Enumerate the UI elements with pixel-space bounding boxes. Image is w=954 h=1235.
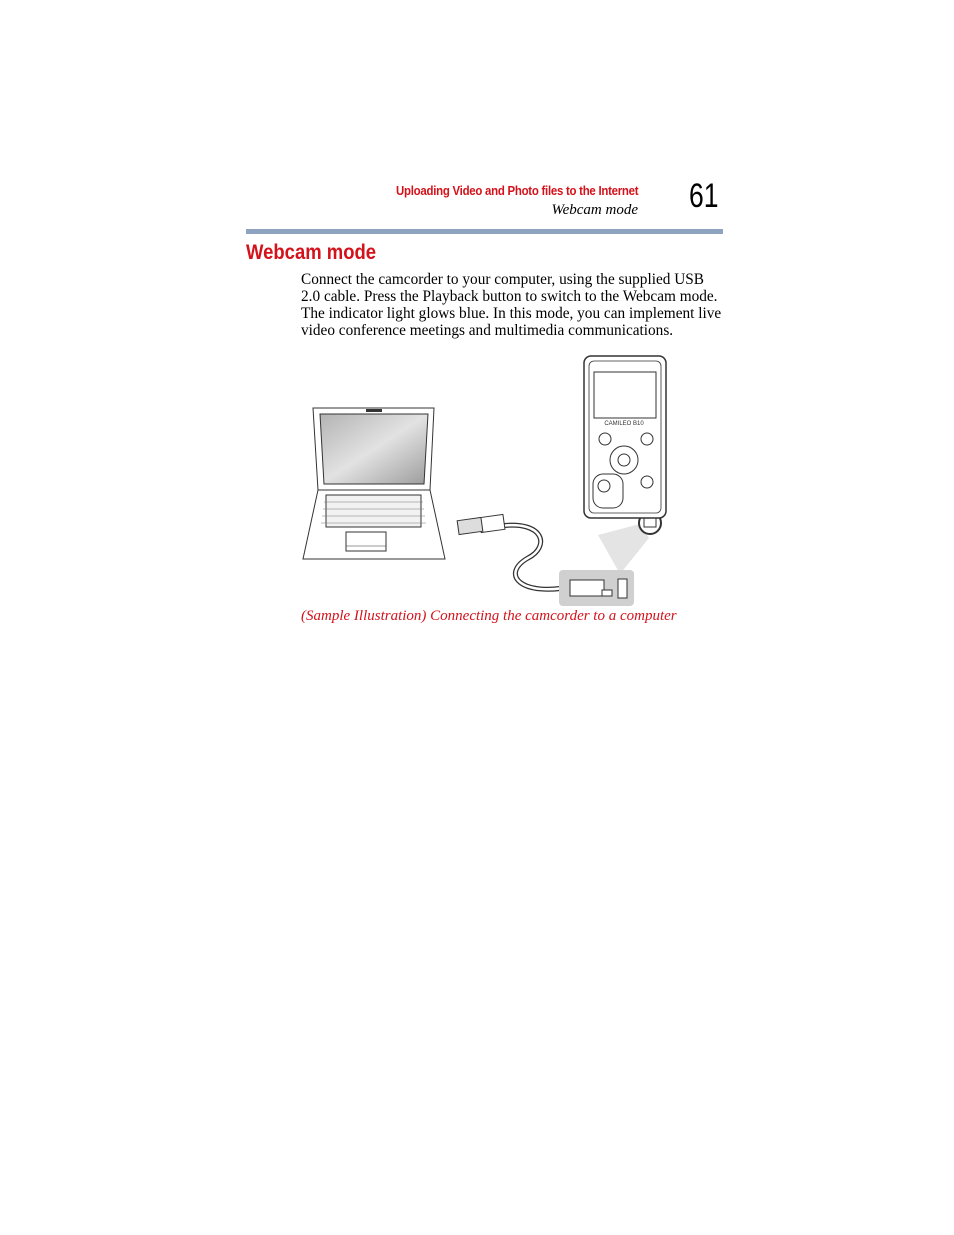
figure-caption: (Sample Illustration) Connecting the camcorder to a computer [301,608,677,624]
usb-port-callout [559,512,661,606]
connection-illustration [300,352,680,610]
camcorder-illustration [584,356,666,518]
page-number: 61 [689,177,719,215]
header-rule [246,229,723,234]
body-paragraph: Connect the camcorder to your computer, using the supplied USB 2.0 cable. Press the Playback button to switch to the Webcam mode. The indicator light glows blue. In this mode, you can implement live video conference meetings and multimedia communications. [301,271,722,339]
chapter-title: Uploading Video and Photo files to the Internet [395,183,638,198]
section-title: Webcam mode [551,202,638,218]
running-head [363,182,638,220]
section-heading: Webcam mode [246,241,377,264]
laptop-illustration [303,408,445,559]
usb-cable [457,514,575,589]
device-brand-label: CAMILEO B10 [604,421,644,427]
